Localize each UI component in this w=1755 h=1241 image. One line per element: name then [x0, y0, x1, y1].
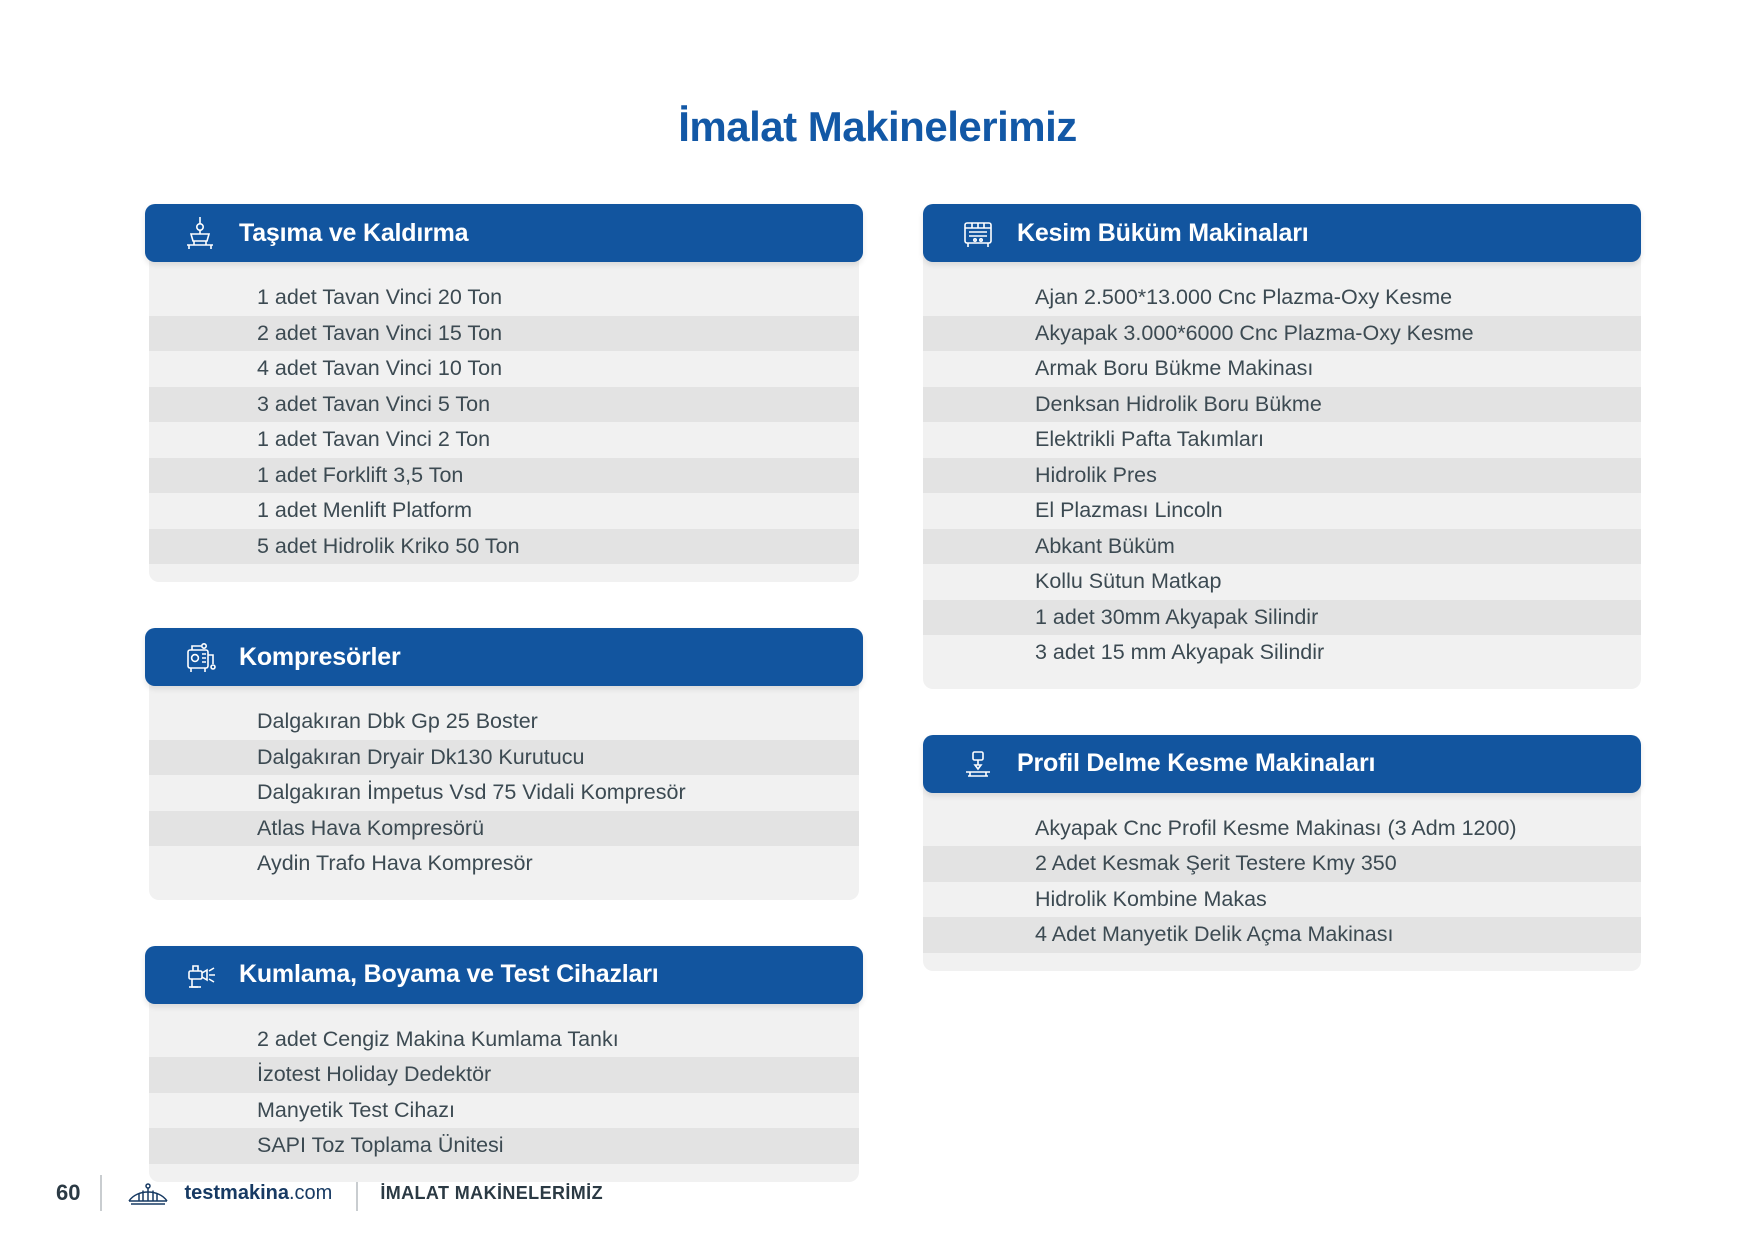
card-title: Taşıma ve Kaldırma — [239, 218, 469, 247]
brand-name — [184, 1182, 332, 1205]
item-list — [149, 704, 859, 882]
list-item: 2 Adet Kesmak Şerit Testere Kmy 350 — [923, 846, 1641, 882]
card-kompresorler — [145, 628, 863, 900]
card-title: Kumlama, Boyama ve Test Cihazları — [239, 960, 659, 989]
card-header — [145, 946, 863, 1004]
list-item: 1 adet 30mm Akyapak Silindir — [923, 600, 1641, 636]
page-title: İmalat Makinelerimiz — [678, 103, 1077, 150]
footer-page-number: 60 — [56, 1180, 81, 1205]
list-item: 1 adet Forklift 3,5 Ton — [149, 458, 859, 494]
card-kumlama-boyama-ve-test-cihazlari — [145, 946, 863, 1182]
brand-name-text: testmakina — [184, 1181, 289, 1204]
list-item: Akyapak Cnc Profil Kesme Makinası (3 Adm 1200) — [1035, 815, 1517, 840]
card-title: Profil Delme Kesme Makinaları — [1017, 749, 1376, 778]
card-profil-delme-kesme-makinalari — [923, 735, 1641, 971]
item-list — [149, 1022, 859, 1164]
list-item: SAPI Toz Toplama Ünitesi — [149, 1128, 859, 1164]
cutting-machine-icon — [957, 213, 999, 253]
card-kesim-bukum-makinalari — [923, 204, 1641, 689]
card-header — [145, 628, 863, 686]
list-item: 1 adet Tavan Vinci 2 Ton — [257, 427, 491, 452]
card-title: Kesim Büküm Makinaları — [1017, 218, 1309, 247]
list-item: Armak Boru Bükme Makinası — [1035, 356, 1314, 381]
crane-hook-icon — [179, 213, 221, 253]
list-item: 4 adet Tavan Vinci 10 Ton — [257, 356, 503, 381]
card-body — [149, 976, 859, 1182]
card-tasima-ve-kaldirma — [145, 204, 863, 582]
item-list — [923, 280, 1641, 671]
list-item: Hidrolik Pres — [923, 458, 1641, 494]
list-item: 1 adet Tavan Vinci 20 Ton — [257, 285, 503, 310]
list-item: Dalgakıran Dryair Dk130 Kurutucu — [149, 740, 859, 776]
list-item: Abkant Büküm — [923, 529, 1641, 565]
list-item: Elektrikli Pafta Takımları — [1035, 427, 1265, 452]
list-item: 5 adet Hidrolik Kriko 50 Ton — [149, 529, 859, 565]
item-list — [923, 811, 1641, 953]
list-item: Kollu Sütun Matkap — [1035, 569, 1222, 594]
list-item: 2 adet Tavan Vinci 15 Ton — [149, 316, 859, 352]
list-item: Dalgakıran Dbk Gp 25 Boster — [257, 709, 538, 734]
card-title: Kompresörler — [239, 642, 401, 671]
card-body — [149, 234, 859, 582]
list-item: İzotest Holiday Dedektör — [149, 1057, 859, 1093]
list-item: 4 Adet Manyetik Delik Açma Makinası — [923, 917, 1641, 953]
item-list — [149, 280, 859, 564]
list-item: Akyapak 3.000*6000 Cnc Plazma-Oxy Kesme — [923, 316, 1641, 352]
card-body — [923, 234, 1641, 689]
list-item: El Plazması Lincoln — [1035, 498, 1223, 523]
list-item: 1 adet Menlift Platform — [257, 498, 473, 523]
list-item: Aydin Trafo Hava Kompresör — [257, 851, 533, 876]
list-item: Manyetik Test Cihazı — [257, 1097, 455, 1122]
list-item: 3 adet Tavan Vinci 5 Ton — [149, 387, 859, 423]
right-column — [893, 204, 1641, 1017]
drill-press-icon — [957, 744, 999, 784]
footer-divider-1 — [100, 1175, 102, 1211]
content-columns — [0, 150, 1755, 1228]
brand-tld: .com — [288, 1181, 333, 1204]
list-item: 2 adet Cengiz Makina Kumlama Tankı — [257, 1026, 619, 1051]
list-item: Ajan 2.500*13.000 Cnc Plazma-Oxy Kesme — [1035, 285, 1453, 310]
footer-section-label: İMALAT MAKİNELERİMİZ — [380, 1182, 603, 1203]
list-item: Hidrolik Kombine Makas — [1035, 886, 1267, 911]
list-item: 3 adet 15 mm Akyapak Silindir — [1035, 640, 1325, 665]
card-body — [149, 658, 859, 900]
card-header — [923, 735, 1641, 793]
left-column — [145, 204, 863, 1228]
compressor-icon — [179, 637, 221, 677]
card-header — [145, 204, 863, 262]
list-item: Denksan Hidrolik Boru Bükme — [923, 387, 1641, 423]
list-item: Dalgakıran İmpetus Vsd 75 Vidali Kompresör — [257, 780, 686, 805]
card-body — [923, 765, 1641, 971]
list-item: Atlas Hava Kompresörü — [149, 811, 859, 847]
card-header — [923, 204, 1641, 262]
spray-gun-icon — [179, 955, 221, 995]
